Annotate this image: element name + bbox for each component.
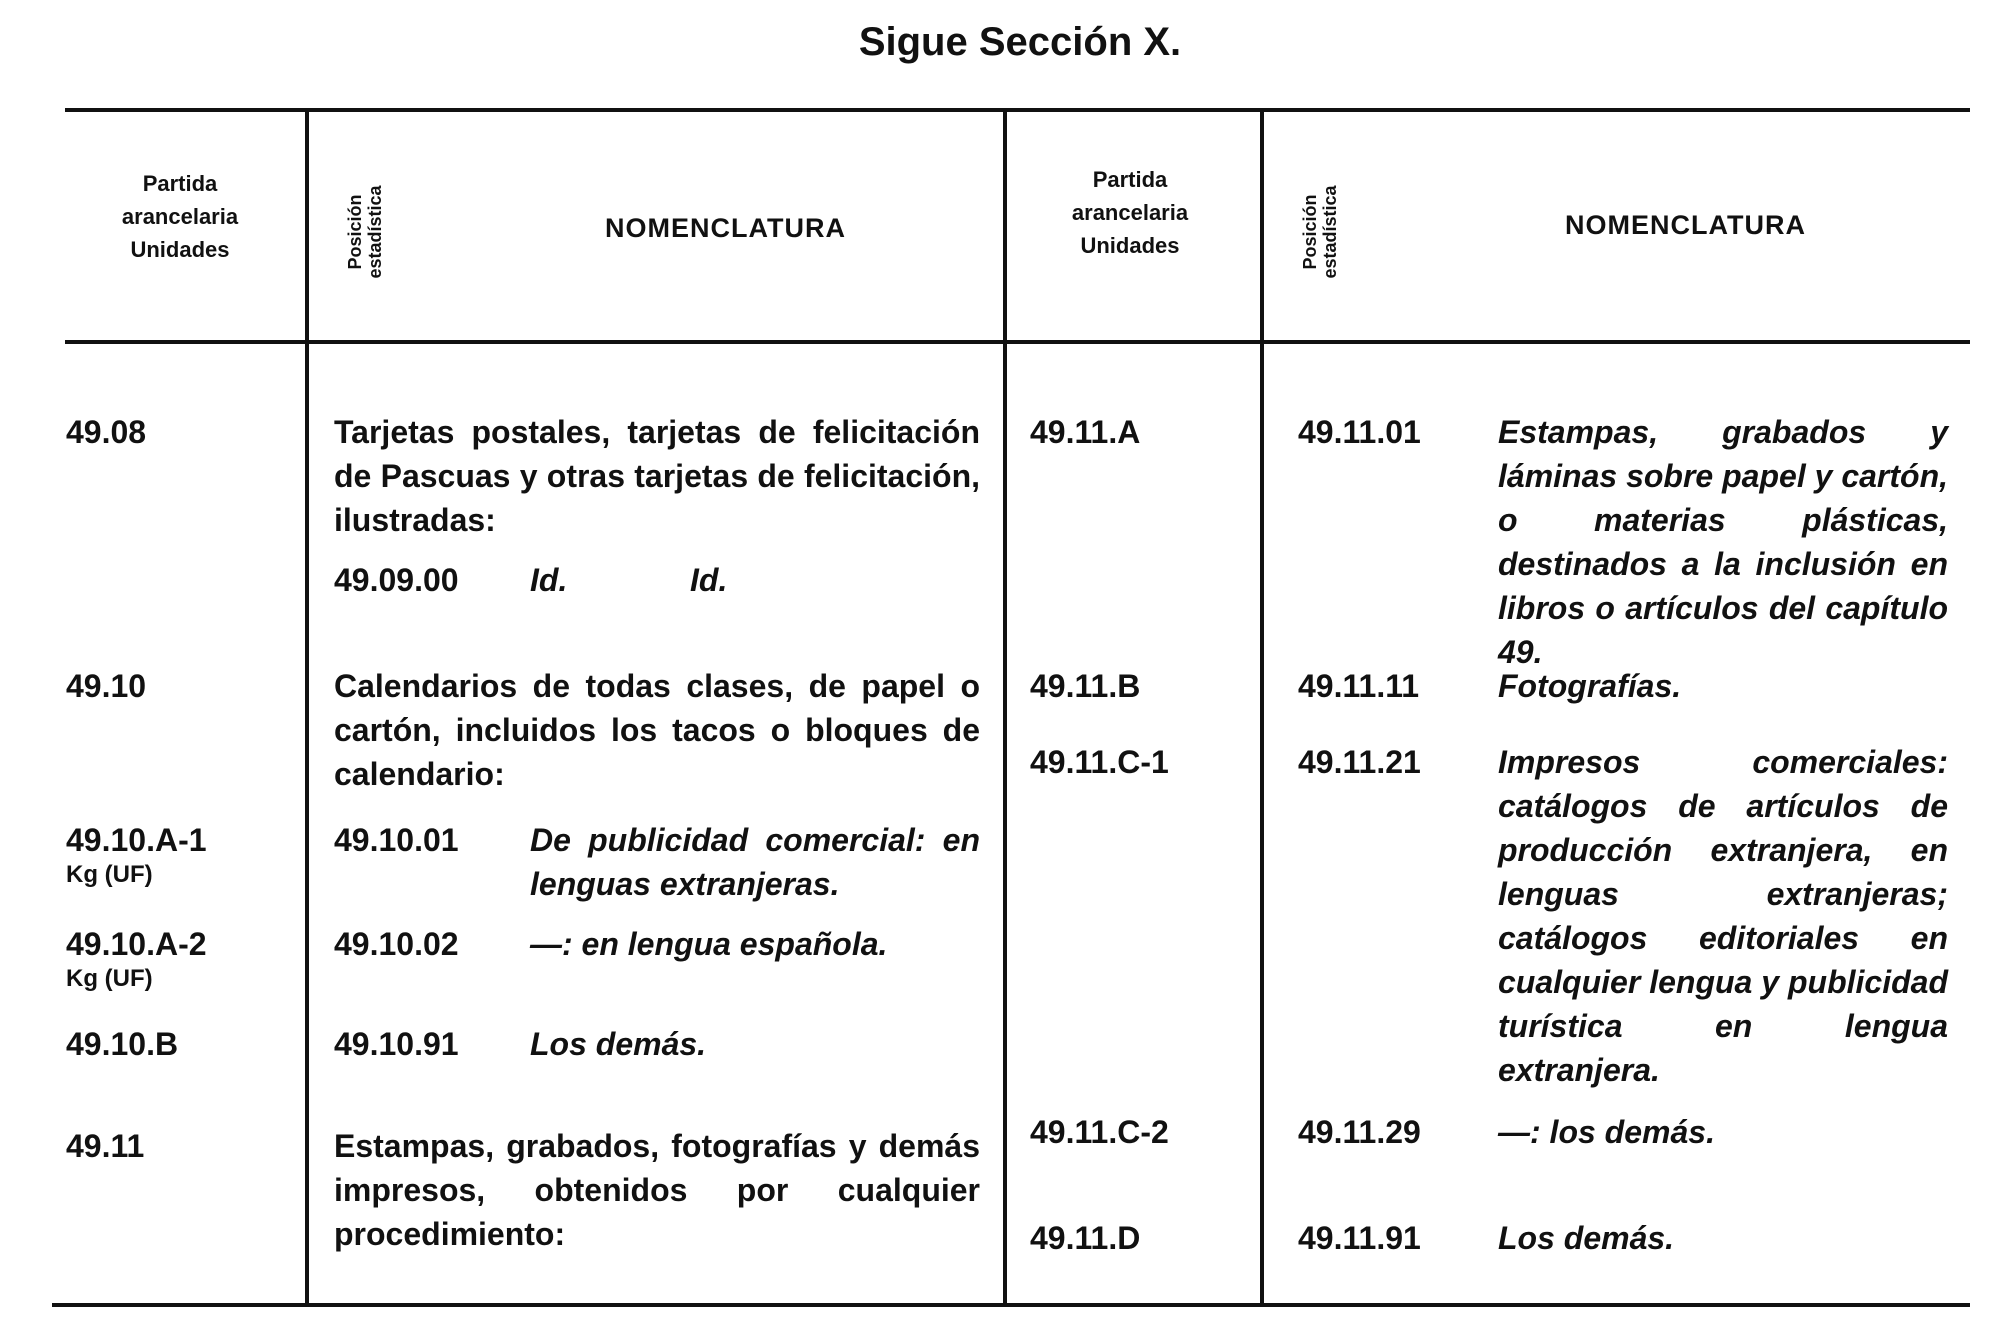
unidad-49-10-a-2: Kg (UF) [66, 965, 153, 992]
nomenclatura-49-10: Calendarios de todas clases, de papel o cartón, incluidos los tacos o bloques de calendario: [334, 668, 980, 792]
posicion-49-11-11: 49.11.11 [1298, 668, 1420, 704]
nomenclatura-49-10-02: —: en lengua española. [530, 926, 888, 962]
posicion-49-11-21: 49.11.21 [1298, 744, 1421, 780]
header-posicion-right: Posición estadística [1300, 185, 1340, 279]
table-top-rule [65, 108, 1970, 112]
column-divider-3 [1260, 110, 1264, 1305]
nomenclatura-49-11-11: Fotografías. [1498, 668, 1682, 704]
id-label-1: Id. [530, 562, 568, 598]
partida-49-11-b: 49.11.B [1030, 668, 1141, 704]
header-nomenclatura-right: NOMENCLATURA [1565, 210, 1806, 240]
nomenclatura-49-11: Estampas, grabados, fotografías y demás impresos, obtenidos por cualquier procedimiento: [334, 1128, 980, 1252]
nomenclatura-49-11-91: Los demás. [1498, 1220, 1675, 1256]
posicion-49-10-01: 49.10.01 [334, 822, 459, 858]
column-divider-1 [305, 110, 309, 1305]
nomenclatura-49-10-01: De publicidad comercial: en lenguas extranjeras. [530, 822, 980, 902]
partida-49-11-d: 49.11.D [1030, 1220, 1141, 1256]
partida-49-11-c-2: 49.11.C-2 [1030, 1114, 1169, 1150]
nomenclatura-49-08: Tarjetas postales, tarjetas de felicitación de Pascuas y otras tarjetas de felicitación, ilustradas: [334, 414, 980, 538]
table-bottom-rule [52, 1303, 1970, 1307]
header-bottom-rule [65, 340, 1970, 344]
nomenclatura-49-11-01: Estampas, grabados y láminas sobre papel y cartón, o materias plásticas, destinados a la inclusión en libros o artículos del capítulo 49. [1498, 414, 1948, 670]
nomenclatura-49-11-29: —: los demás. [1498, 1114, 1715, 1150]
nomenclatura-49-11-21: Impresos comerciales: catálogos de artículos de producción extranjera, en lenguas extranjeras; catálogos editoriales en cualquier lengua y publicidad turística en lengua extranjera. [1498, 744, 1948, 1088]
posicion-49-09-00: 49.09.00 [334, 562, 459, 598]
header-nomenclatura-left: NOMENCLATURA [605, 213, 846, 243]
unidad-49-10-a-1: Kg (UF) [66, 861, 153, 888]
nomenclatura-49-10-91: Los demás. [530, 1026, 707, 1062]
header-posicion-left: Posición estadística [345, 185, 385, 279]
posicion-49-11-91: 49.11.91 [1298, 1220, 1421, 1256]
partida-49-10-a-1: 49.10.A-1 [66, 822, 207, 858]
partida-49-11: 49.11 [66, 1128, 145, 1164]
column-divider-2 [1003, 110, 1007, 1305]
header-partida-right: Partida arancelaria Unidades [1071, 167, 1189, 258]
partida-49-11-c-1: 49.11.C-1 [1030, 744, 1169, 780]
id-label-2: Id. [690, 562, 728, 598]
posicion-49-11-29: 49.11.29 [1298, 1114, 1421, 1150]
posicion-49-10-91: 49.10.91 [334, 1026, 459, 1062]
page-title: Sigue Sección X. [858, 20, 1182, 64]
posicion-49-10-02: 49.10.02 [334, 926, 459, 962]
partida-49-10-a-2: 49.10.A-2 [66, 926, 207, 962]
posicion-49-11-01: 49.11.01 [1298, 414, 1421, 450]
partida-49-10: 49.10 [66, 668, 147, 704]
partida-49-10-b: 49.10.B [66, 1026, 179, 1062]
header-partida-left: Partida arancelaria Unidades [121, 171, 239, 262]
partida-49-08: 49.08 [66, 414, 147, 450]
partida-49-11-a: 49.11.A [1030, 414, 1141, 450]
